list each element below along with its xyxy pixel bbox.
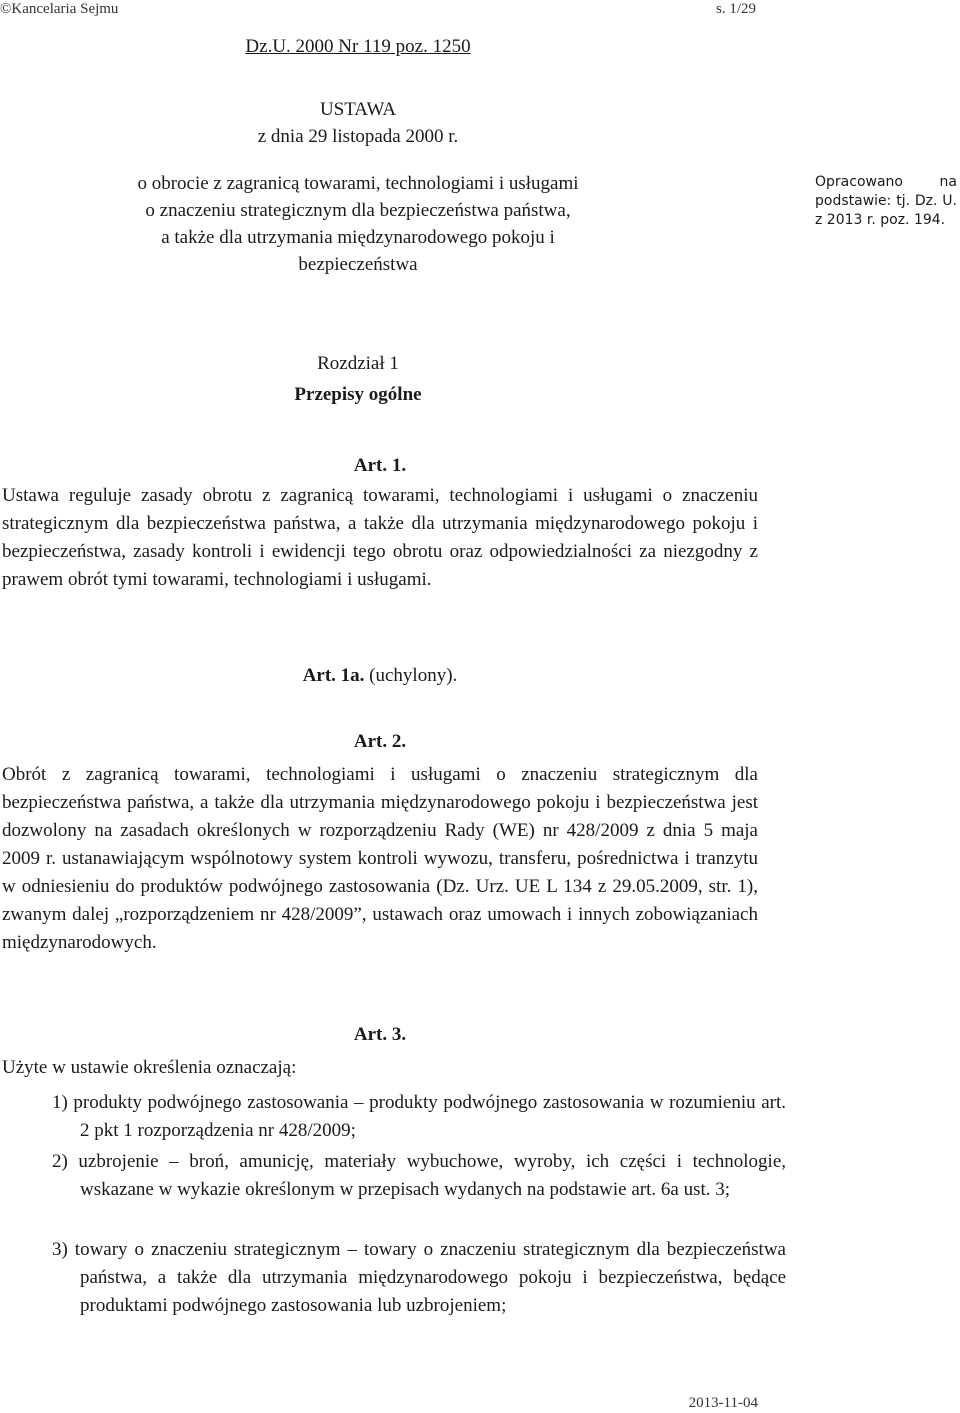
act-subject-line: a także dla utrzymania międzynarodowego pokoju i bezpieczeństwa [161, 227, 555, 275]
article-1a-heading: Art. 1a. [302, 665, 365, 686]
journal-reference: Dz.U. 2000 Nr 119 poz. 1250 [245, 36, 471, 57]
article-2-heading: Art. 2. [353, 731, 407, 752]
footer-date: 2013-11-04 [688, 1395, 758, 1411]
act-subject-line: o znaczeniu strategicznym dla bezpieczeństwa państwa, [145, 200, 571, 221]
act-title [112, 96, 604, 150]
chapter-number: Rozdział 1 [317, 353, 399, 374]
act-date: z dnia 29 listopada 2000 r. [257, 126, 459, 147]
act-subject [112, 170, 604, 278]
act-subject-line: o obrocie z zagranicą towarami, technologiami i usługami [137, 173, 579, 194]
article-1a-text: (uchylony). [369, 665, 458, 686]
header-source: ©Kancelaria Sejmu [0, 1, 119, 17]
act-type: USTAWA [319, 99, 397, 120]
definition-item: 2) uzbrojenie – broń, amunicję, materiały wybuchowe, wyroby, ich części i technologie, wskazane w wykazie określonym w przepisach wydanych na podstawie art. 6a ust. 3; [52, 1151, 786, 1200]
definition-item: 3) towary o znaczeniu strategicznym – towary o znaczeniu strategicznym dla bezpieczeństwa państwa, a także dla utrzymania międzynarodowego pokoju i bezpieczeństwa, będące produktami podwójnego zastosowania lub uzbrojeniem; [52, 1239, 786, 1316]
article-1a [0, 665, 760, 687]
article-3-heading: Art. 3. [353, 1024, 407, 1045]
page-number: s. 1/29 [715, 1, 756, 17]
side-note: Opracowano na podstawie: tj. Dz. U. z 2013 r. poz. 194. [815, 174, 957, 228]
article-2-text: Obrót z zagranicą towarami, technologiami i usługami o znaczeniu strategicznym dla bezpieczeństwa państwa, a także dla utrzymania międzynarodowego pokoju i bezpieczeństwa jest dozwolony na zasadach określonych w rozporządzeniu Rady (WE) nr 428/2009 z dnia 5 maja 2009 r. ustanawiającym wspólnotowy system kontroli wywozu, transferu, pośrednictwa i tranzytu w odniesieniu do produktów podwójnego zastosowania (Dz. Urz. UE L 134 z 29.05.2009, str. 1), zwanym dalej „rozporządzeniem nr 428/2009”, ustawach oraz umowach i innych zobowiązaniach międzynarodowych. [2, 764, 758, 953]
article-3-intro: Użyte w ustawie określenia oznaczają: [2, 1057, 297, 1078]
chapter-title: Przepisy ogólne [294, 384, 422, 405]
chapter-heading [112, 348, 604, 410]
article-1-text: Ustawa reguluje zasady obrotu z zagranicą towarami, technologiami i usługami o znaczeniu strategicznym dla bezpieczeństwa państwa, a także dla utrzymania międzynarodowego pokoju i bezpieczeństwa, zasady kontroli i ewidencji tego obrotu oraz odpowiedzialności za niezgodny z prawem obrót tymi towarami, technologiami i usługami. [2, 485, 758, 590]
definition-item: 1) produkty podwójnego zastosowania – produkty podwójnego zastosowania w rozumieniu art. 2 pkt 1 rozporządzenia nr 428/2009; [52, 1092, 786, 1141]
article-1-heading: Art. 1. [353, 455, 407, 476]
